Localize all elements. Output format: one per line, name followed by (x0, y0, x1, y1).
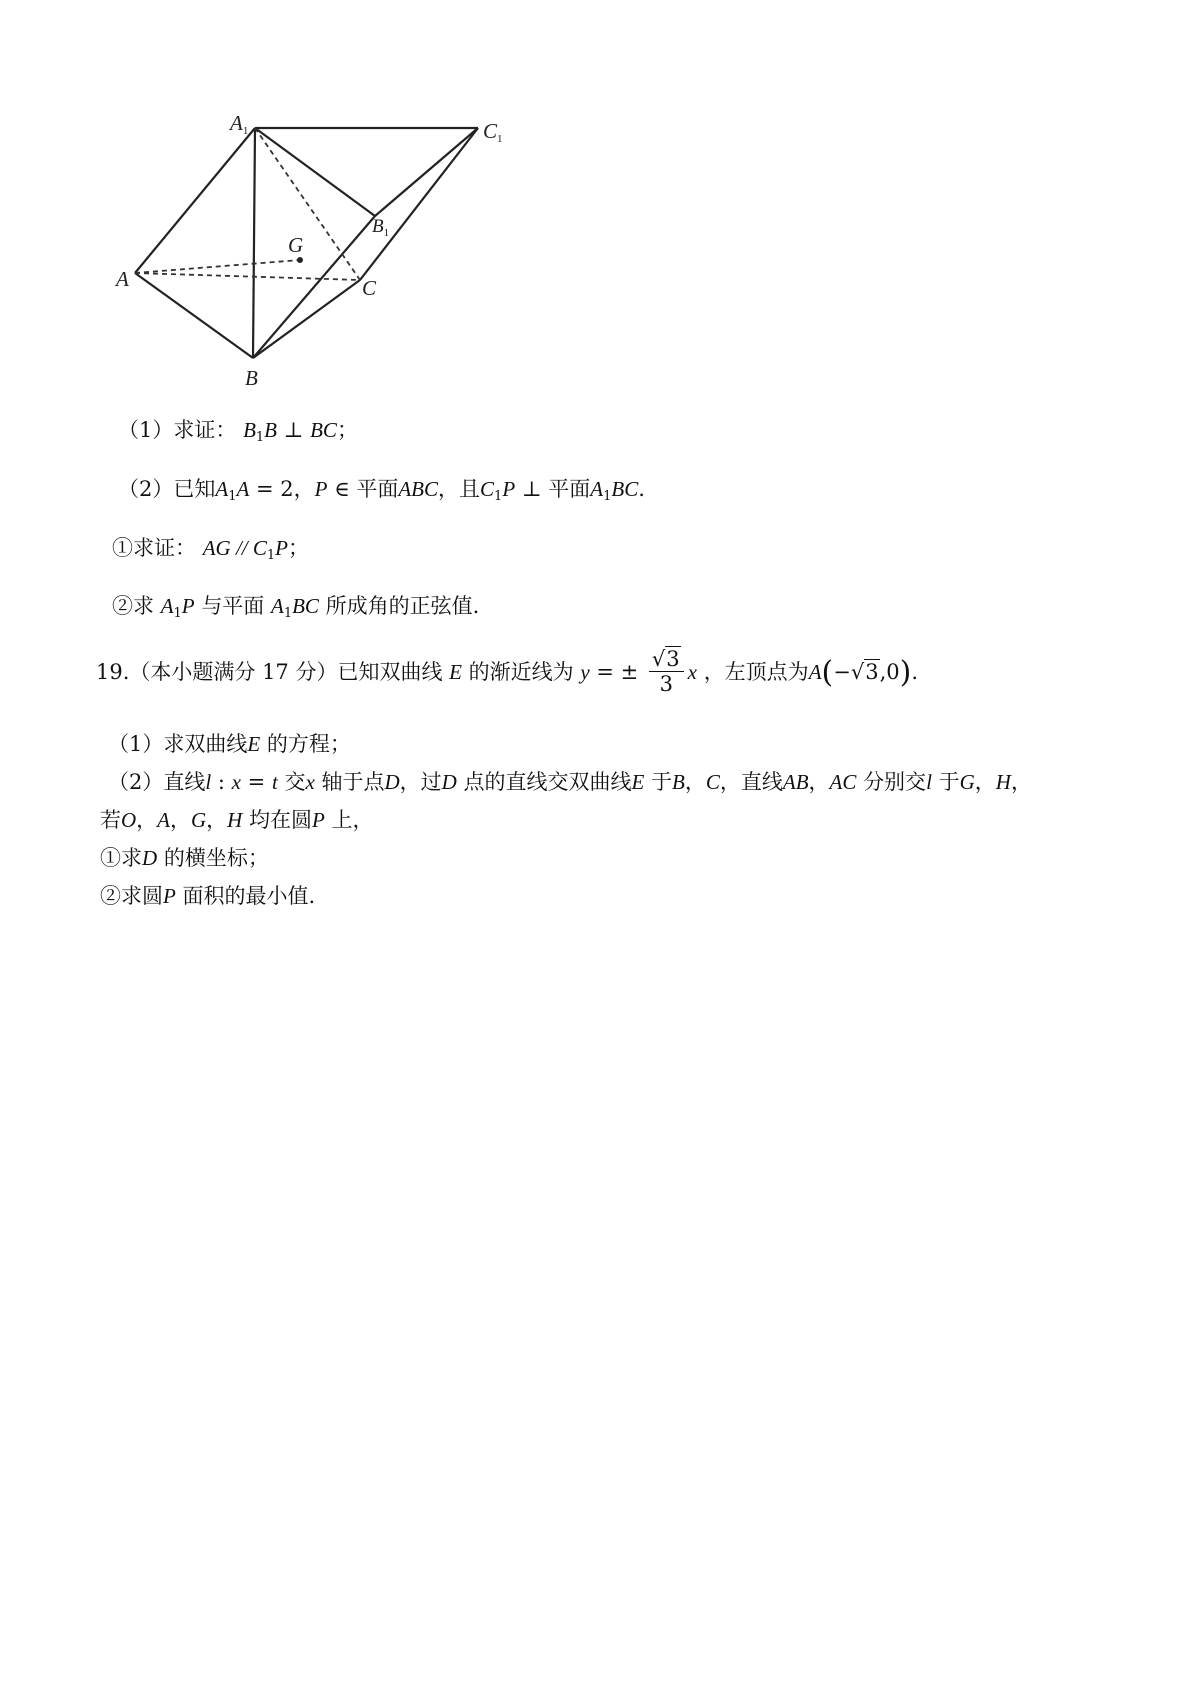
point-G (297, 257, 303, 263)
q19-sub2: ②求圆P 面积的最小值. (100, 884, 316, 908)
label-C: C (362, 276, 377, 300)
dashed-A1-C (255, 128, 360, 280)
edge-A1-B (253, 128, 255, 358)
prism-figure (110, 100, 570, 430)
edge-C1-B1 (375, 128, 478, 216)
label-A1: A1 (230, 111, 249, 137)
q18-part2: （2）已知$A_1A = 2$，P ∈ 平面ABC，且$C_1P$ ⊥ 平面$A_1BC$. (118, 477, 645, 504)
label-C1: C1 (483, 119, 503, 145)
q19-part2-line1: （2）直线l : x = t 交x 轴于点D，过D 点的直线交双曲线E 于B，C，直线AB，AC 分别交l 于G，H， (108, 770, 1032, 794)
q19-part1: （1）求双曲线E 的方程； (108, 732, 351, 756)
edge-A-B (135, 273, 253, 358)
q18-part1: （1）求证： $B_1B$ ⊥ BC； (118, 418, 358, 445)
edge-C1-C (360, 128, 478, 280)
label-A: A (116, 267, 129, 291)
q19-sub1: ①求D 的横坐标； (100, 846, 269, 870)
edge-A1-A (135, 128, 255, 273)
fraction-sqrt3-over-3: $\frac{√3}{3}$ (649, 648, 684, 697)
dashed-A-G (135, 260, 300, 273)
edge-B-B1 (253, 216, 375, 358)
label-G: G (288, 233, 304, 257)
q19-heading: 19.（本小题满分 17 分）已知双曲线 E 的渐近线为 y = ± $\frac{√3}{3}$ x ，左顶点为A(−√3,0). (96, 647, 919, 697)
label-B1: $B_1$ (372, 216, 390, 239)
q18-sub1: ①求证： AG // $C_1P$； (112, 536, 309, 563)
label-B: B (245, 366, 258, 390)
edge-B-C (253, 280, 360, 358)
edge-A1-B1 (255, 128, 375, 216)
q19-part2-line2: 若O，A，G，H 均在圆P 上， (100, 808, 374, 832)
q18-sub2: ②求 $A_1P$ 与平面 $A_1BC$ 所成角的正弦值. (112, 594, 480, 621)
